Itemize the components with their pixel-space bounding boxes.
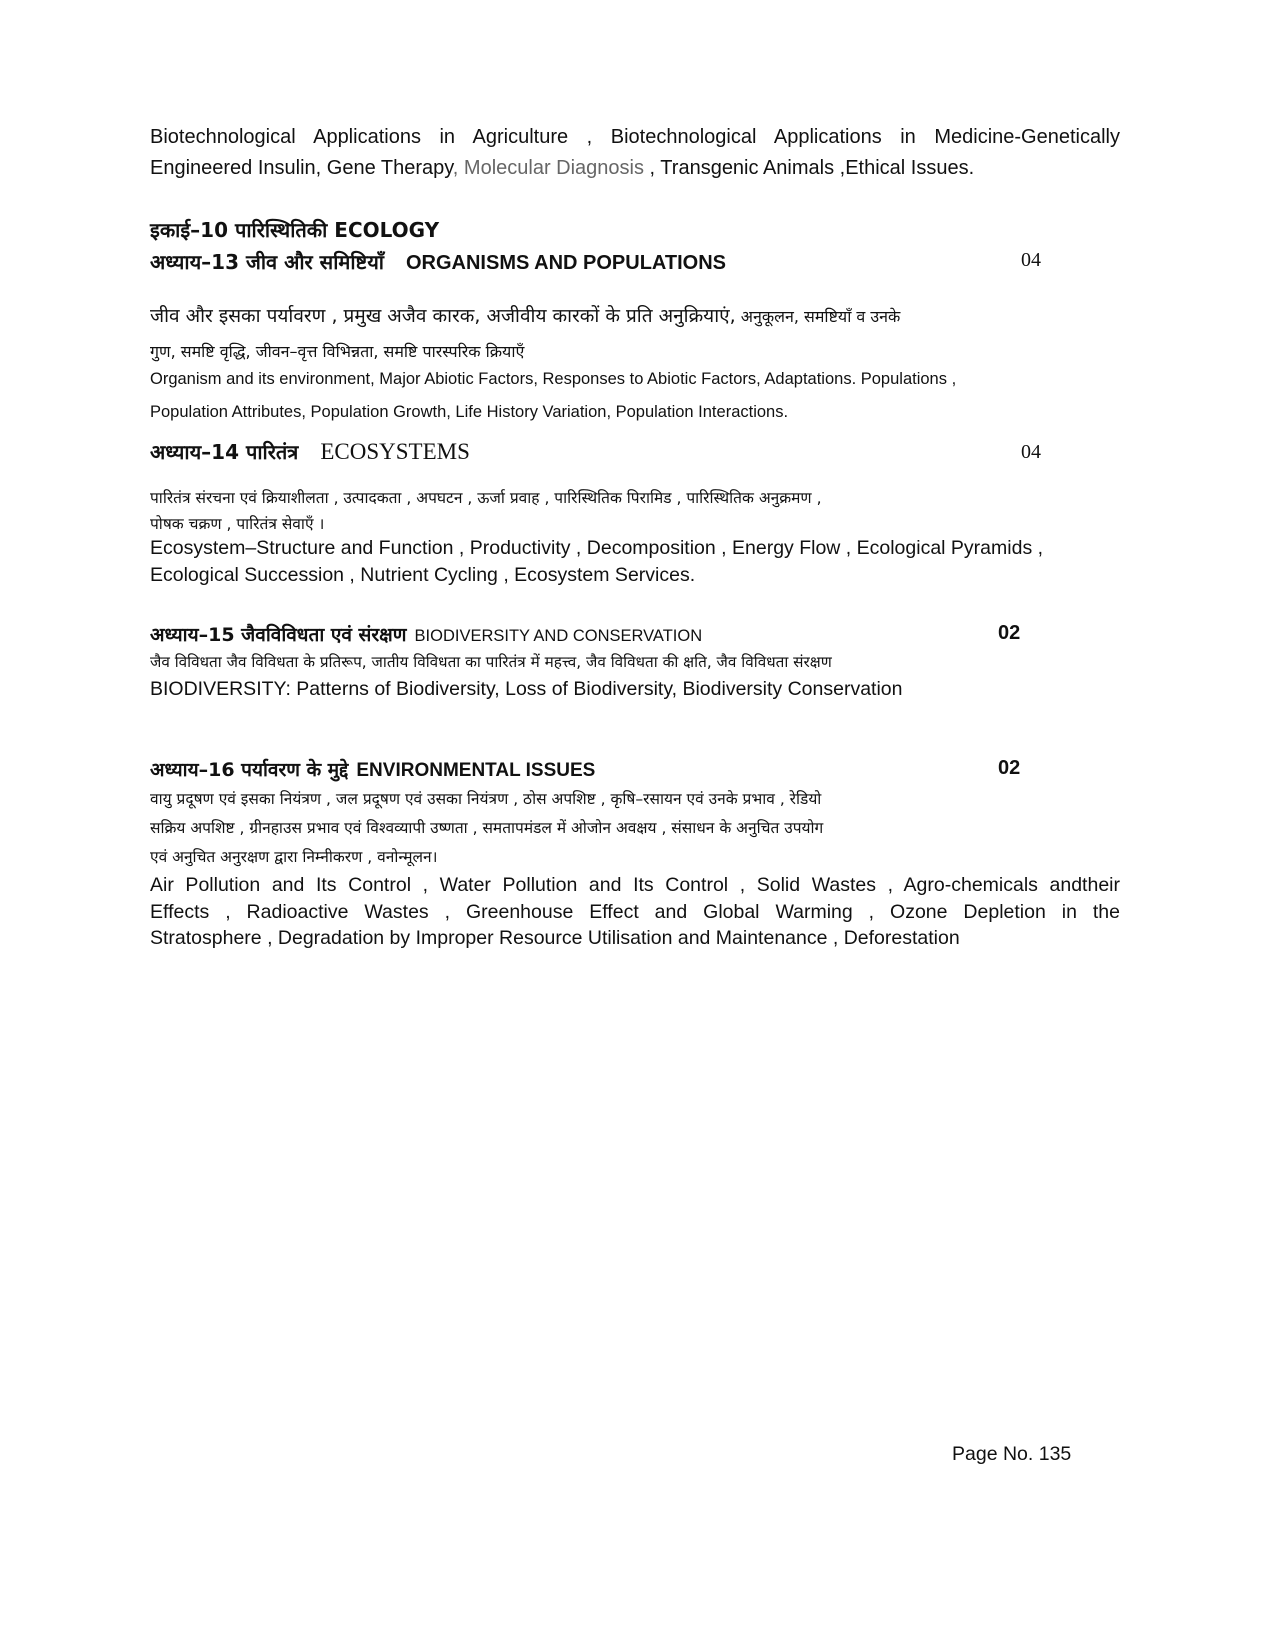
chapter-15-hi-line-1: जैव विविधता जैव विविधता के प्रतिरूप, जातीय विविधता का पारितंत्र में महत्त्व, जैव विविधता की क्षति, जैव विविधता संरक्षण [150,653,832,671]
chapter-14-en-line-1: Ecosystem–Structure and Function , Productivity , Decomposition , Energy Flow , Ecological Pyramids , [150,537,1044,559]
chapter-16-heading [150,756,1120,782]
chapter-16-en-line-3: Stratosphere , Degradation by Improper Resource Utilisation and Maintenance , Deforestation [150,927,960,949]
unit-heading: इकाई–10 पारिस्थितिकी ECOLOGY [150,218,440,242]
chapter-16-marks: 02 [998,757,1021,779]
intro-line-1: Biotechnological Applications in Agriculture , Biotechnological Applications in Medicine-Genetically [150,126,1120,148]
chapter-13-hi-line-1 [150,302,1120,328]
chapter-13-title-en: ORGANISMS AND POPULATIONS [405,252,726,274]
chapter-15-marks: 02 [998,622,1021,644]
chapter-16-hi-line-1: वायु प्रदूषण एवं इसका नियंत्रण , जल प्रदूषण एवं उसका नियंत्रण , ठोस अपशिष्ट , कृषि–रसायन एवं उनके प्रभाव , रेडियो [150,790,822,808]
intro-line-2-c: , Transgenic Animals ,Ethical Issues. [644,157,975,179]
chapter-14-title-hi: अध्याय–14 पारितंत्र [150,440,299,464]
chapter-13-hi-line-1-a: जीव और इसका पर्यावरण , प्रमुख अजैव कारक, अजीवीय कारकों के प्रति अनुक्रियाएं, [150,305,736,327]
chapter-16-en-line-1: Air Pollution and Its Control , Water Pollution and Its Control , Solid Wastes , Agro-chemicals andtheir [150,874,1120,896]
chapter-13-en-line-1: Organism and its environment, Major Abiotic Factors, Responses to Abiotic Factors, Adaptations. Populations , [150,370,957,388]
page-number: Page No. 135 [952,1443,1072,1465]
chapter-15-heading [150,621,1120,647]
chapter-14-hi-line-1: पारितंत्र संरचना एवं क्रियाशीलता , उत्पादकता , अपघटन , ऊर्जा प्रवाह , पारिस्थितिक पिरामिड , पारिस्थितिक अनुक्रमण , [150,489,822,507]
chapter-16-title-en: ENVIRONMENTAL ISSUES [356,760,596,781]
chapter-14-heading [150,438,1120,465]
chapter-15-title-hi: अध्याय–15 जैवविविधता एवं संरक्षण [150,624,407,646]
chapter-16-hi-line-3: एवं अनुचित अनुरक्षण द्वारा निम्नीकरण , वनोन्मूलन। [150,848,438,866]
chapter-15-title-en: BIODIVERSITY AND CONSERVATION [414,627,703,645]
chapter-16-title-hi: अध्याय–16 पर्यावरण के मुद्दे [150,759,349,781]
chapter-14-marks: 04 [1021,441,1041,463]
chapter-13-title-hi: अध्याय–13 जीव और समिष्टियाँ [150,250,384,274]
chapter-13-marks: 04 [1021,249,1041,271]
intro-line-2-a: Engineered Insulin, Gene Therapy [150,157,453,179]
chapter-13-hi-line-2: गुण, समष्टि वृद्धि, जीवन–वृत्त विभिन्नता, समष्टि पारस्परिक क्रियाएँ [150,342,525,361]
chapter-13-en-line-2: Population Attributes, Population Growth, Life History Variation, Population Interactions. [150,403,789,421]
chapter-14-en-line-2: Ecological Succession , Nutrient Cycling , Ecosystem Services. [150,564,696,586]
chapter-16-hi-line-2: सक्रिय अपशिष्ट , ग्रीनहाउस प्रभाव एवं विश्वव्यापी उष्णता , समतापमंडल में ओजोन अवक्षय , संसाधन के अनुचित उपयोग [150,819,824,837]
chapter-16-en-line-2: Effects , Radioactive Wastes , Greenhouse Effect and Global Warming , Ozone Depletion in the [150,901,1120,923]
intro-line-2 [150,157,1120,180]
chapter-15-en-line-1: BIODIVERSITY: Patterns of Biodiversity, Loss of Biodiversity, Biodiversity Conservation [150,678,903,700]
chapter-14-hi-line-2: पोषक चक्रण , पारितंत्र सेवाएँ । [150,515,325,533]
intro-line-2-b: , Molecular Diagnosis [452,157,644,179]
chapter-14-title-en: ECOSYSTEMS [320,439,470,464]
chapter-13-heading [150,248,1120,275]
chapter-13-hi-line-1-b: अनुकूलन, समष्टियाँ व उनके [735,307,901,326]
